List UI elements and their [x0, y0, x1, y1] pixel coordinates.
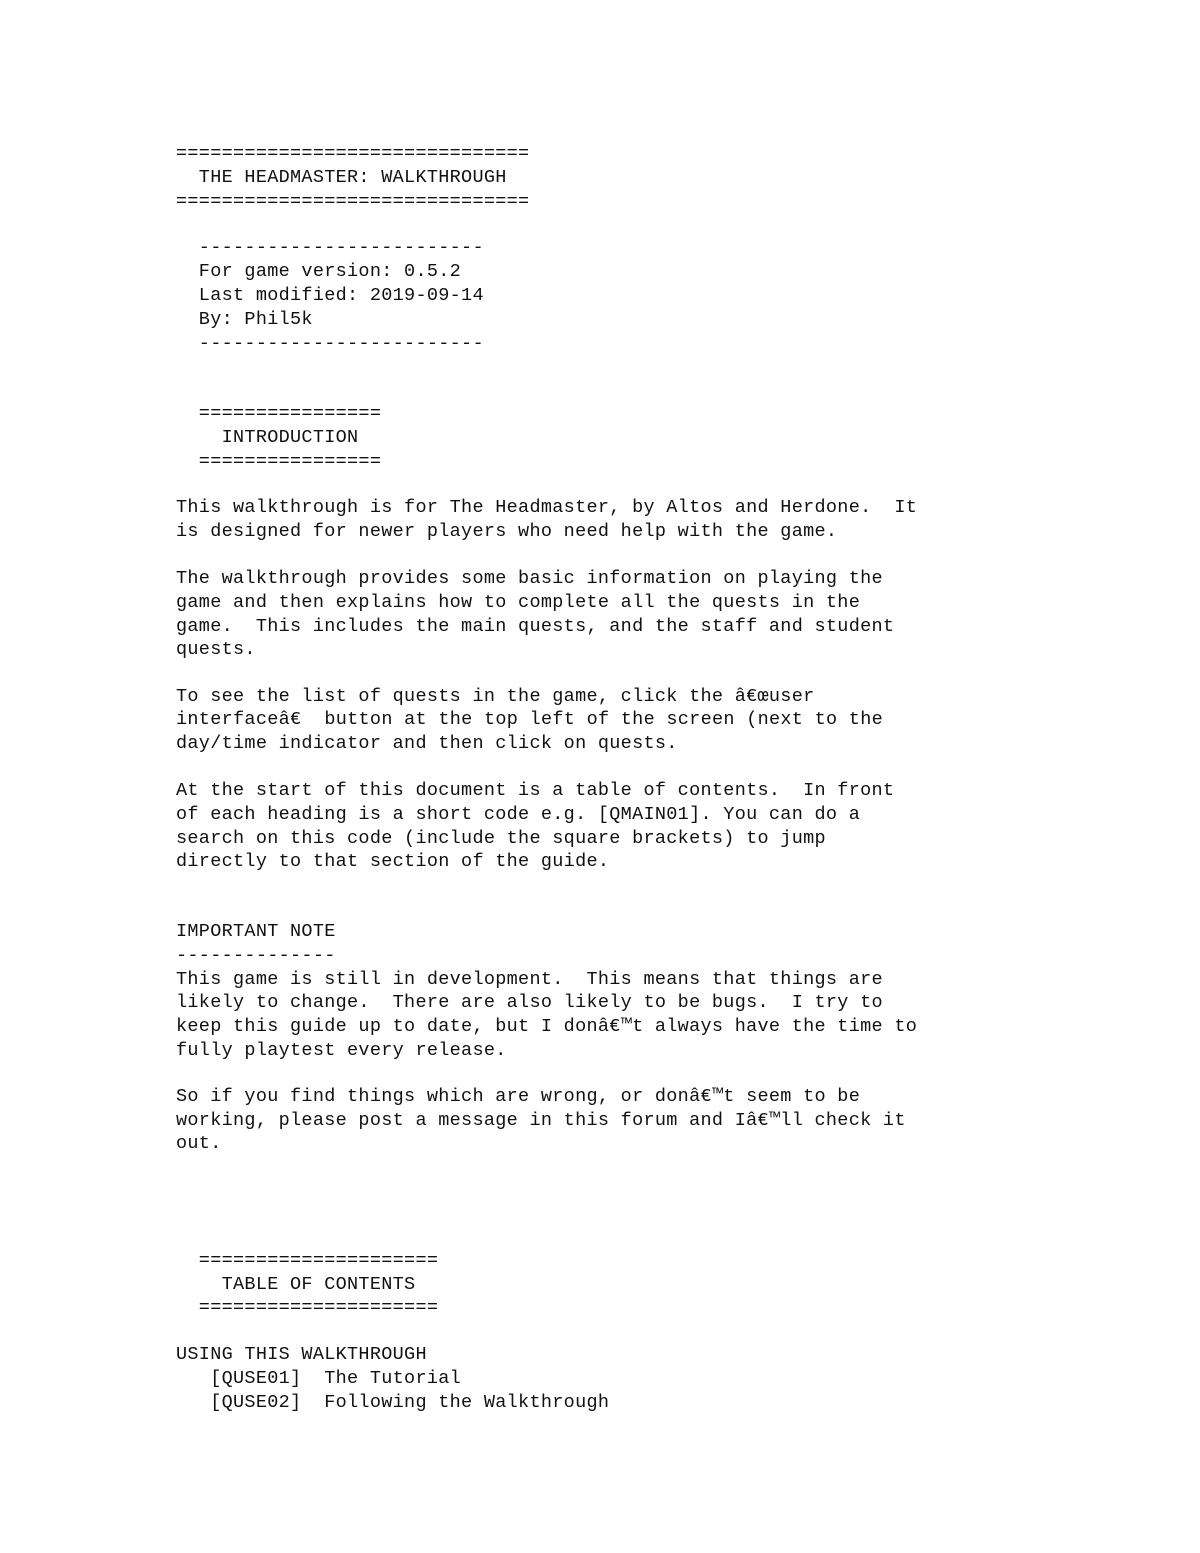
meta-rule-top: -------------------------	[176, 237, 484, 258]
game-version: For game version: 0.5.2	[176, 261, 462, 282]
intro-p3-line: interfaceâ€ button at the top left of the screen (next to the	[176, 709, 884, 730]
intro-p2-line: The walkthrough provides some basic information on playing the	[176, 568, 883, 589]
last-modified: Last modified: 2019-09-14	[176, 285, 484, 306]
intro-p3-line: To see the list of quests in the game, click the â€œuser	[176, 686, 815, 707]
intro-rule-top: ================	[176, 403, 382, 424]
important-note-heading: IMPORTANT NOTE	[176, 921, 336, 942]
intro-p4-line: At the start of this document is a table of contents. In front	[176, 780, 895, 801]
note-p1-line: This game is still in development. This means that things are	[176, 969, 883, 990]
intro-p3-line: day/time indicator and then click on quests.	[176, 733, 678, 754]
intro-p2-line: game and then explains how to complete all the quests in the	[176, 592, 861, 613]
note-p2-line: So if you find things which are wrong, or donâ€™t seem to be	[176, 1086, 861, 1107]
document-title: THE HEADMASTER: WALKTHROUGH	[176, 167, 507, 188]
intro-p4-line: search on this code (include the square brackets) to jump	[176, 828, 826, 849]
note-p1-line: keep this guide up to date, but I donâ€™t always have the time to	[176, 1016, 918, 1037]
note-p1-line: fully playtest every release.	[176, 1040, 507, 1061]
intro-p2-line: game. This includes the main quests, and the staff and student	[176, 616, 895, 637]
intro-p1-line: This walkthrough is for The Headmaster, by Altos and Herdone. It	[176, 497, 918, 518]
toc-rule-top: =====================	[176, 1250, 439, 1271]
intro-p4-line: directly to that section of the guide.	[176, 851, 610, 872]
intro-heading: INTRODUCTION	[176, 427, 359, 448]
note-p2-line: working, please post a message in this forum and Iâ€™ll check it	[176, 1110, 906, 1131]
author: By: Phil5k	[176, 309, 313, 330]
intro-p2-line: quests.	[176, 639, 256, 660]
important-note-rule: --------------	[176, 945, 336, 966]
intro-p1-line: is designed for newer players who need help with the game.	[176, 521, 838, 542]
toc-item: [QUSE01] The Tutorial	[176, 1368, 462, 1389]
toc-section-heading: USING THIS WALKTHROUGH	[176, 1344, 427, 1365]
intro-p4-line: of each heading is a short code e.g. [QMAIN01]. You can do a	[176, 804, 861, 825]
title-rule-bottom: ===============================	[176, 191, 530, 212]
toc-rule-bottom: =====================	[176, 1297, 439, 1318]
note-p1-line: likely to change. There are also likely to be bugs. I try to	[176, 992, 883, 1013]
note-p2-line: out.	[176, 1133, 222, 1154]
title-rule-top: ===============================	[176, 143, 530, 164]
toc-heading: TABLE OF CONTENTS	[176, 1274, 416, 1295]
meta-rule-bottom: -------------------------	[176, 333, 484, 354]
intro-rule-bottom: ================	[176, 451, 382, 472]
toc-item: [QUSE02] Following the Walkthrough	[176, 1392, 610, 1413]
